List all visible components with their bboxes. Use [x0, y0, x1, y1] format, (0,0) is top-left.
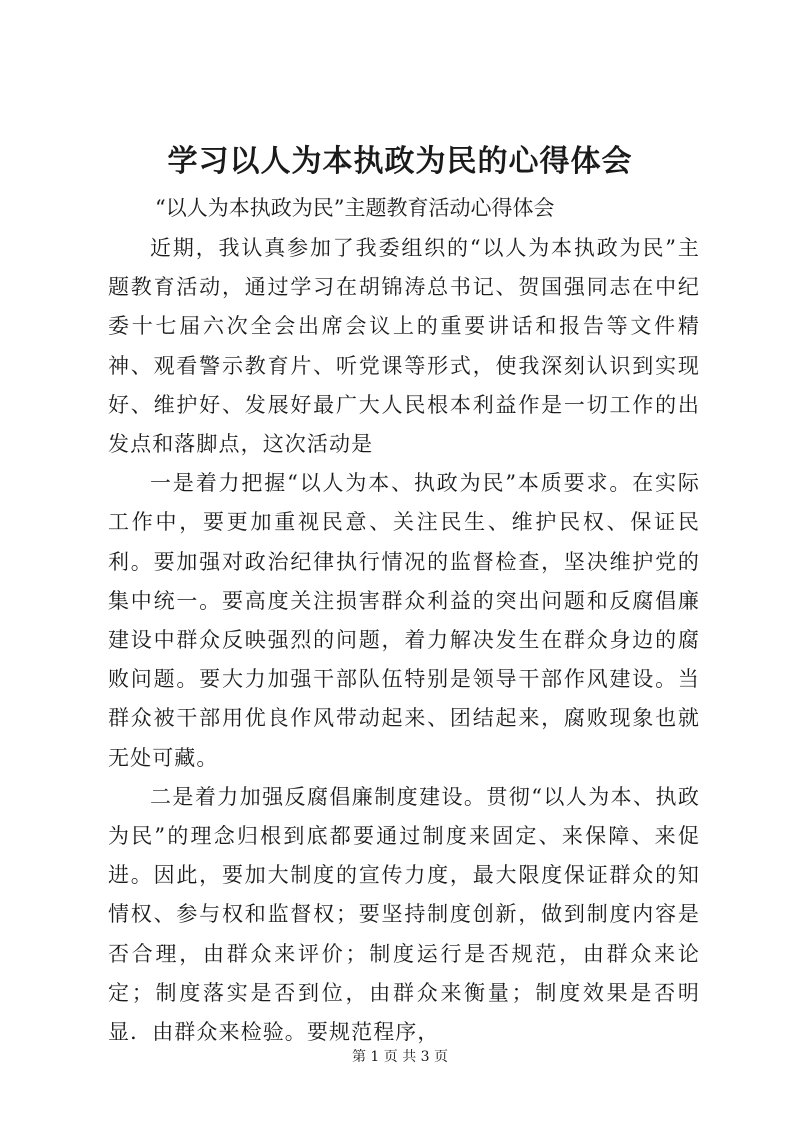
page-number-footer: 第 1 页 共 3 页	[351, 1049, 449, 1065]
paragraph-point-two: 二是着力加强反腐倡廉制度建设。贯彻“以人为本、执政为民”的理念归根到底都要通过制度来固定、来保障、来促进。因此，要加大制度的宣传力度，最大限度保证群众的知情权、参与权和监督权；要坚持制度创新，做到制度内容是否合理，由群众来评价；制度运行是否规范，由群众来论定；制度落实是否到位，由群众来衡量；制度效果是否明显．由群众来检验。要规范程序，	[108, 784, 700, 1045]
page-title: 学习以人为本执政为民的心得体会	[167, 144, 633, 179]
paragraph-point-one: 一是着力把握“以人为本、执政为民”本质要求。在实际工作中，要更加重视民意、关注民生、维护民权、保证民利。要加强对政治纪律执行情况的监督检查，坚决维护党的集中统一。要高度关注损害群众利益的突出问题和反腐倡廉建设中群众反映强烈的问题，着力解决发生在群众身边的腐败问题。要大力加强干部队伍特别是领导干部作风建设。当群众被干部用优良作风带动起来、团结起来，腐败现象也就无处可藏。	[108, 471, 700, 770]
paragraph-intro: 近期，我认真参加了我委组织的“以人为本执政为民”主题教育活动，通过学习在胡锦涛总书记、贺国强同志在中纪委十七届六次全会出席会议上的重要讲话和报告等文件精神、观看警示教育片、听党课等形式，使我深刻认识到实现好、维护好、发展好最广大人民根本利益作是一切工作的出发点和落脚点，这次活动是	[108, 236, 700, 457]
document-body	[108, 229, 700, 1052]
document-subtitle: “以人为本执政为民”主题教育活动心得体会	[155, 196, 555, 220]
